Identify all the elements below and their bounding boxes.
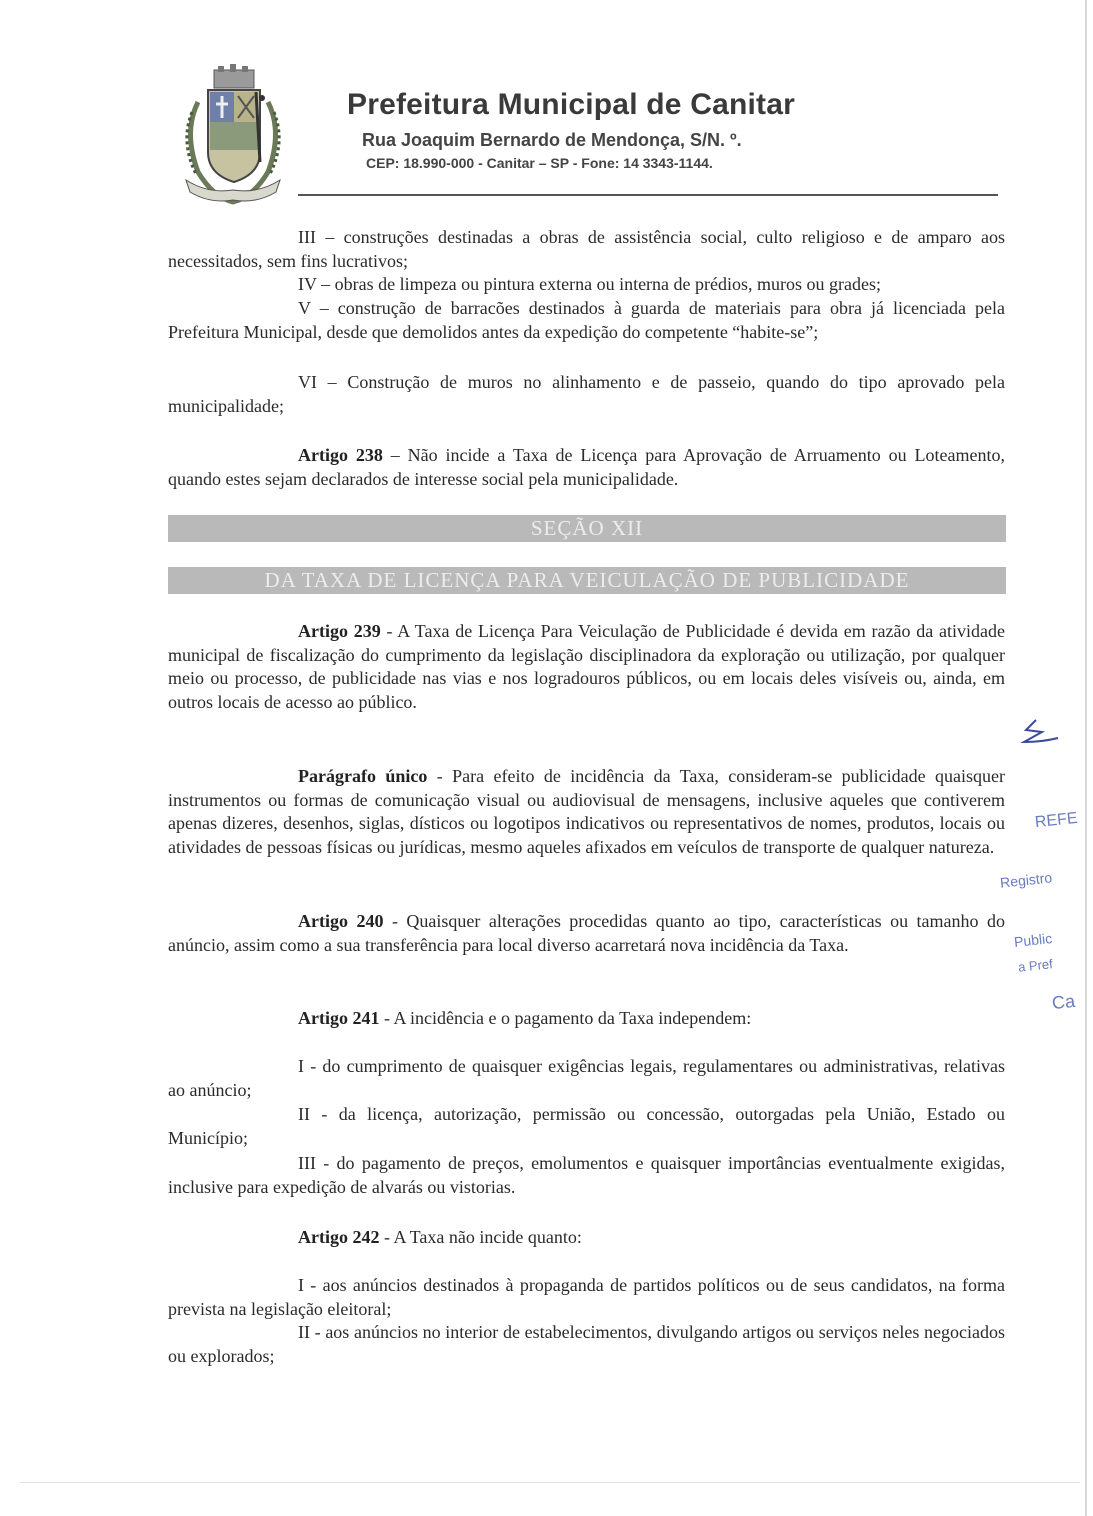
article-240 bbox=[168, 910, 1005, 957]
article-242-label: Artigo 242 bbox=[298, 1227, 380, 1247]
initials-signature-mark bbox=[1012, 716, 1062, 746]
article-242 bbox=[168, 1226, 1005, 1250]
article-242-item-ii-text: II - aos anúncios no interior de estabelecimentos, divulgando artigos ou serviços neles negociados ou explorados; bbox=[168, 1322, 1005, 1366]
page-edge bbox=[1085, 0, 1087, 1516]
article-241-item-i-text: I - do cumprimento de quaisquer exigências legais, regulamentares ou administrativas, relativas ao anúncio; bbox=[168, 1056, 1005, 1100]
article-240-text: - Quaisquer alterações procedidas quanto ao tipo, características ou tamanho do anúncio, assim como a sua transferência para local diverso acarretará nova incidência da Taxa. bbox=[168, 911, 1006, 955]
stamp-text-2: Registro bbox=[999, 869, 1053, 891]
paragrafo-unico-text: - Para efeito de incidência da Taxa, consideram-se publicidade quaisquer instrumentos ou formas de comunicação visual ou audiovisual de mensagens, inclusive aqueles que contiverem apenas dizeres, desenhos, siglas, dísticos ou logotipos indicativos ou representativos de nomes, produtos, locais ou atividades de pessoas físicas ou jurídicas, mesmo aqueles afixados em veículos de transporte de qualquer natureza. bbox=[168, 766, 1005, 857]
item-iii-text: III – construções destinadas a obras de assistência social, culto religioso e de amparo aos necessitados, sem fins lucrativos; bbox=[168, 227, 1005, 271]
stamp-text-3: Public bbox=[1013, 930, 1053, 950]
article-241-item-ii bbox=[168, 1103, 1005, 1150]
item-iv bbox=[168, 273, 1005, 297]
section-title-band: DA TAXA DE LICENÇA PARA VEICULAÇÃO DE PUBLICIDADE bbox=[168, 567, 1006, 594]
page-bottom-line bbox=[20, 1482, 1080, 1483]
stamp-text-1: REFE bbox=[1034, 809, 1079, 832]
article-241-item-iii bbox=[168, 1152, 1005, 1199]
item-iv-text: IV – obras de limpeza ou pintura externa ou interna de prédios, muros ou grades; bbox=[298, 274, 881, 294]
stamp-text-5: Ca bbox=[1050, 990, 1076, 1014]
item-v-text: V – construção de barracões destinados à guarda de materiais para obra já licenciada pela Prefeitura Municipal, desde que demolidos antes da expedição do competente “habite-se”; bbox=[168, 298, 1005, 342]
article-239-text: - A Taxa de Licença Para Veiculação de Publicidade é devida em razão da atividade municipal de fiscalização do cumprimento da legislação disciplinadora da exploração ou utilização, por qualquer meio ou processo, de publicidade nas vias e nos logradouros públicos, ou em locais deles visíveis ou, ainda, em outros locais de acesso ao público. bbox=[168, 621, 1005, 712]
header-divider bbox=[298, 194, 998, 196]
article-241-label: Artigo 241 bbox=[298, 1008, 380, 1028]
article-241-text: - A incidência e o pagamento da Taxa independem: bbox=[379, 1008, 752, 1028]
header-address: Rua Joaquim Bernardo de Mendonça, S/N. º. bbox=[362, 130, 742, 150]
item-iii bbox=[168, 226, 1005, 273]
article-241-item-ii-text: II - da licença, autorização, permissão ou concessão, outorgadas pela União, Estado ou Município; bbox=[168, 1104, 1005, 1148]
item-vi-text: VI – Construção de muros no alinhamento e de passeio, quando do tipo aprovado pela municipalidade; bbox=[168, 372, 1005, 416]
paragrafo-unico bbox=[168, 765, 1005, 859]
article-238-text: – Não incide a Taxa de Licença para Aprovação de Arruamento ou Loteamento, quando estes sejam declarados de interesse social pela municipalidade. bbox=[168, 445, 1005, 489]
article-239 bbox=[168, 620, 1005, 714]
article-241-item-i bbox=[168, 1055, 1005, 1102]
article-241 bbox=[168, 1007, 1005, 1031]
stamp-text-4: a Pref bbox=[1017, 956, 1054, 975]
article-239-label: Artigo 239 bbox=[298, 621, 381, 641]
item-vi bbox=[168, 371, 1005, 418]
article-242-item-i bbox=[168, 1274, 1005, 1321]
article-242-item-ii bbox=[168, 1321, 1005, 1368]
article-241-item-iii-text: III - do pagamento de preços, emolumentos e quaisquer importâncias eventualmente exigidas, inclusive para expedição de alvarás ou vistorias. bbox=[168, 1153, 1005, 1197]
article-242-item-i-text: I - aos anúncios destinados à propaganda de partidos políticos ou de seus candidatos, na forma prevista na legislação eleitoral; bbox=[168, 1275, 1005, 1319]
article-238-label: Artigo 238 bbox=[298, 445, 383, 465]
header-contact: CEP: 18.990-000 - Canitar – SP - Fone: 14 3343-1144. bbox=[366, 155, 713, 171]
article-240-label: Artigo 240 bbox=[298, 911, 384, 931]
header-title: Prefeitura Municipal de Canitar bbox=[347, 88, 795, 121]
article-242-text: - A Taxa não incide quanto: bbox=[379, 1227, 582, 1247]
paragrafo-unico-label: Parágrafo único bbox=[298, 766, 428, 786]
section-number-band: SEÇÃO XII bbox=[168, 515, 1006, 542]
article-238 bbox=[168, 444, 1005, 491]
municipal-crest-logo bbox=[178, 62, 288, 208]
item-v bbox=[168, 297, 1005, 344]
